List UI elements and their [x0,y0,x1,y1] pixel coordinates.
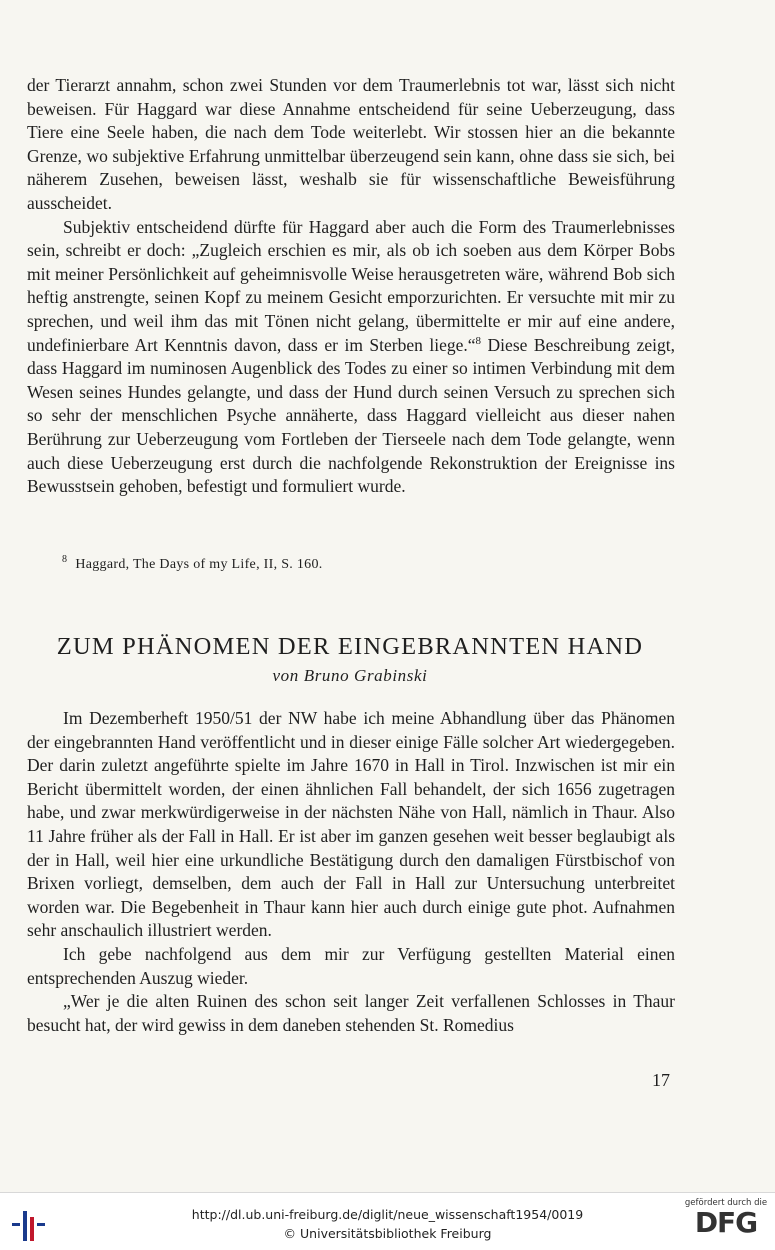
footnote-reference: 8 [475,334,482,347]
dfg-logo-text: DFG [694,1206,758,1239]
paragraph-text: Subjektiv entscheidend dürfte für Haggard aber auch die Form des Traumerlebnisses sein, schreibt er doch: „Zugleich erschien es mir, als ob ich soeben aus dem Körper Bobs mit meiner Persönlichkeit auf geheimnisvolle Weise herausgetreten wäre, während Bob sich heftig anstrengte, seinen Kopf zu meinem Gesicht emporzurichten. Er versuchte mit mir zu sprechen, und weil ihm das mit Tönen nicht gelang, übermittelte er mir auf eine andere, undefinierbare Art Kenntnis davon, dass er im Sterben liege.“ [27,216,675,355]
footer-url-link[interactable]: http://dl.ub.uni-freiburg.de/diglit/neue_wissenschaft1954/0019 [191,1207,584,1222]
dfg-caption: gefördert durch die [684,1198,768,1208]
viewer-footer [0,1192,775,1250]
footer-copyright: © Universitätsbibliothek Freiburg [283,1226,492,1241]
paragraph: der Tierarzt annahm, schon zwei Stunden vor dem Traumerlebnis tot war, lässt sich nicht beweisen. Für Haggard war diese Annahme entscheidend für seine Ueberzeugung, dass Tiere eine Seele haben, die nach dem Tode weiterlebt. Wir stossen hier an die bekannte Grenze, wo subjektive Erfahrung unmittelbar überzeugend sein kann, ohne dass sie sich, bei näherem Zusehen, beweisen lässt, weshalb sie für wissenschaftliche Beweisführung ausscheidet. [27,75,675,213]
section-title: ZUM PHÄNOMEN DER EINGEBRANNTEN HAND [56,633,644,660]
dfg-logo [683,1198,769,1238]
paragraph: „Wer je die alten Ruinen des schon seit langer Zeit verfallenen Schlosses in Thaur besucht hat, der wird gewiss in dem daneben stehenden St. Romedius [27,991,675,1035]
page-number: 17 [652,1070,670,1090]
paragraph-text: Diese Beschreibung zeigt, dass Haggard im numinosen Augenblick des Todes zu einer so intimen Verbindung mit dem Wesen seines Hundes gelangte, und dass der Hund durch seinen Versuch zu sprechen sich so sehr der menschlichen Psyche annäherte, dass Haggard vielleicht aus dieser nahen Berührung zur Ueberzeugung vom Fortleben der Tierseele nach dem Tode gelangte, wenn auch diese Ueberzeugung erst durch die nachfolgende Rekonstruktion der Ereignisse ins Bewusstsein gehoben, befestigt und formuliert wurde. [27,334,675,497]
author-line: von Bruno Grabinski [272,666,428,685]
body-text-bottom [27,707,675,1037]
paragraph [27,216,675,499]
footnote-text: Haggard, The Days of my Life, II, S. 160. [75,557,323,572]
footnote [62,556,323,574]
paragraph: Ich gebe nachfolgend aus dem mir zur Verfügung gestellten Material einen entsprechenden Auszug wieder. [27,943,675,988]
footnote-number: 8 [62,554,68,566]
body-text-top [27,74,675,499]
paragraph: Im Dezemberheft 1950/51 der NW habe ich meine Abhandlung über das Phänomen der eingebrannten Hand veröffentlicht und in dieser einige Fälle solcher Art wiedergegeben. Der darin zuletzt angeführte spielte im Jahre 1670 in Hall in Tirol. Inzwischen ist mir ein Bericht übermittelt worden, der einen ähnlichen Fall behandelt, der sich 1656 zugetragen habe, und zwar merkwürdigerweise in der nächsten Nähe von Hall, nämlich in Thaur. Also 11 Jahre früher als der Fall in Hall. Er ist aber im ganzen gesehen weit besser beglaubigt als der in Hall, weil hier eine urkundliche Bestätigung durch den damaligen Fürstbischof von Brixen vorliegt, demselben, dem auch der Fall in Hall zur Untersuchung unterbreitet worden war. Die Begebenheit in Thaur kann hier auch durch einige gute phot. Aufnahmen sehr anschaulich illustriert werden. [27,708,675,941]
